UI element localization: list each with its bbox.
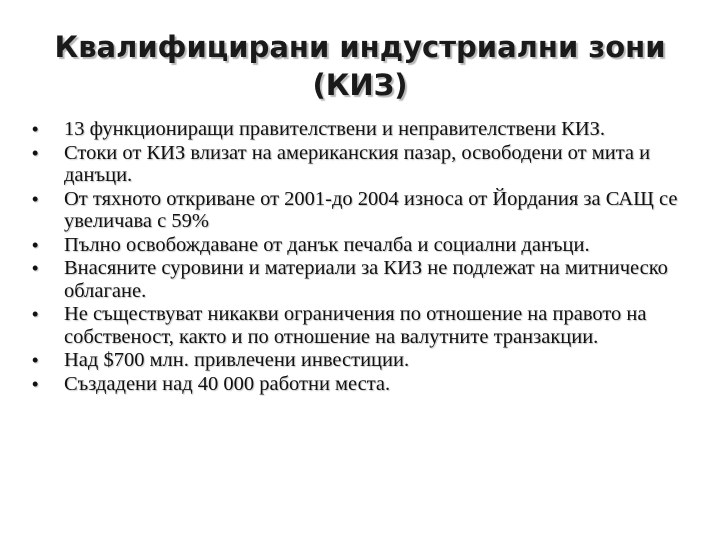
bullet-dot-icon: • xyxy=(32,188,39,209)
bullet-text: Стоки от КИЗ влизат на американския пазар, освободени от мита и данъци. xyxy=(64,141,651,186)
bullet-item xyxy=(30,303,710,348)
bullet-item xyxy=(30,234,710,257)
bullet-text: От тяхното откриване от 2001-до 2004 износа от Йордания за САЩ се увеличава с 59% xyxy=(64,187,678,232)
bullet-dot-icon: • xyxy=(32,350,39,370)
bullet-item xyxy=(30,188,710,233)
bullet-dot-icon: • xyxy=(32,142,39,163)
bullet-item xyxy=(30,142,710,187)
bullet-text: 13 функциониращи правителствени и неправителствени КИЗ. xyxy=(64,118,606,140)
bullet-dot-icon: • xyxy=(32,373,39,394)
bullet-item xyxy=(30,373,710,396)
bullet-text: Над $700 млн. привлечени инвестиции. xyxy=(64,349,410,371)
bullet-dot-icon: • xyxy=(32,304,39,324)
slide-title xyxy=(40,28,680,104)
bullet-item xyxy=(30,118,710,141)
bullet-item xyxy=(30,257,710,302)
bullet-list xyxy=(30,118,710,396)
bullet-item xyxy=(30,349,710,372)
bullet-text: Пълно освобождаване от данък печалба и социални данъци. xyxy=(64,233,590,256)
slide-title-line-2: (КИЗ) xyxy=(312,68,408,102)
slide-title-line-1: Квалифицирани индустриални зони xyxy=(54,30,666,64)
bullet-dot-icon: • xyxy=(32,258,39,278)
bullet-text: Внасяните суровини и материали за КИЗ не подлежат на митническо облагане. xyxy=(64,257,668,302)
bullet-dot-icon: • xyxy=(32,119,39,139)
bullet-dot-icon: • xyxy=(32,234,39,255)
bullet-text: Създадени над 40 000 работни места. xyxy=(64,372,391,395)
bullet-text: Не съществуват никакви ограничения по отношение на правото на собственост, както и по отношение на валутните транзакции. xyxy=(64,303,647,348)
